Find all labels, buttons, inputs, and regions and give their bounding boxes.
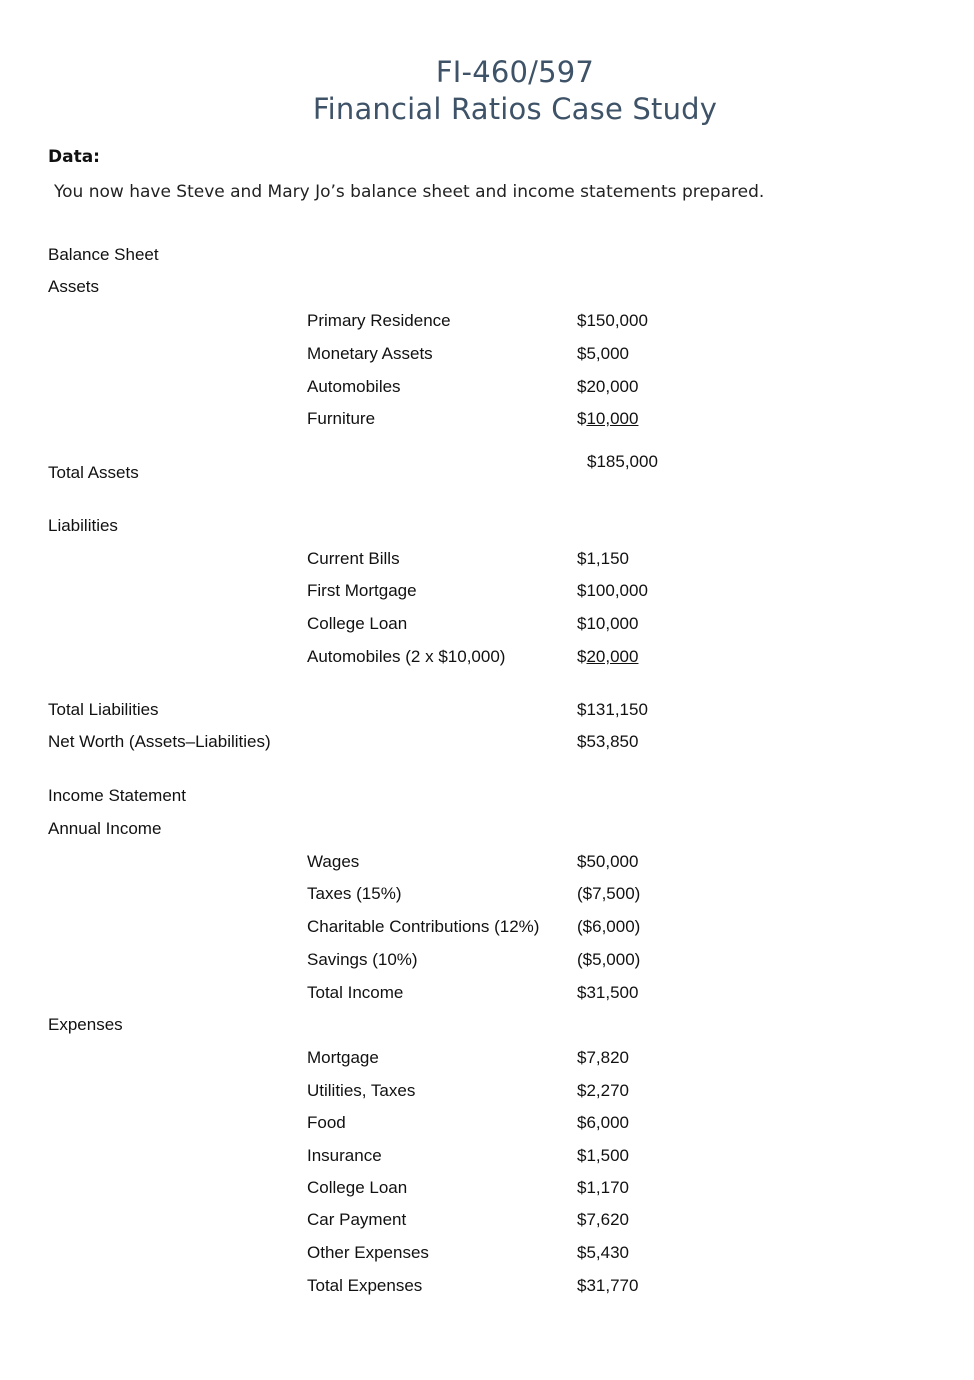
liability-name: College Loan bbox=[307, 614, 408, 633]
income-name: Wages bbox=[307, 852, 360, 871]
underlined-amount: 10,000 bbox=[586, 409, 639, 428]
liabilities-heading: Liabilities bbox=[48, 516, 118, 535]
total-liabilities-label: Total Liabilities bbox=[48, 700, 159, 719]
underlined-amount: 20,000 bbox=[586, 647, 639, 666]
asset-name: Primary Residence bbox=[307, 311, 451, 330]
expense-name: Other Expenses bbox=[307, 1243, 429, 1262]
assets-heading: Assets bbox=[48, 277, 100, 296]
income-value: $50,000 bbox=[577, 852, 639, 871]
liability-name: First Mortgage bbox=[307, 581, 417, 600]
intro-text: You now have Steve and Mary Jo’s balance sheet and income statements prepared. bbox=[54, 182, 765, 202]
page-title: Financial Ratios Case Study bbox=[312, 92, 718, 126]
expense-value: $1,500 bbox=[577, 1146, 629, 1165]
liability-value bbox=[577, 647, 638, 667]
expense-value: $1,170 bbox=[577, 1178, 629, 1197]
net-worth-label: Net Worth (Assets–Liabilities) bbox=[48, 732, 271, 751]
total-income-label: Total Income bbox=[307, 983, 404, 1002]
liability-name: Current Bills bbox=[307, 549, 400, 568]
income-statement-heading: Income Statement bbox=[48, 786, 186, 805]
expense-value: $6,000 bbox=[577, 1113, 629, 1132]
asset-name: Monetary Assets bbox=[307, 344, 433, 363]
income-value: ($7,500) bbox=[577, 884, 641, 903]
asset-name: Automobiles bbox=[307, 377, 401, 396]
currency-symbol: $ bbox=[577, 409, 587, 428]
expense-value: $7,620 bbox=[577, 1210, 629, 1229]
expense-name: Insurance bbox=[307, 1146, 382, 1165]
liability-value: $10,000 bbox=[577, 614, 639, 633]
annual-income-heading: Annual Income bbox=[48, 819, 162, 838]
expense-value: $2,270 bbox=[577, 1081, 629, 1100]
expenses-heading: Expenses bbox=[48, 1015, 123, 1034]
total-assets-value: $185,000 bbox=[587, 452, 658, 471]
expense-name: College Loan bbox=[307, 1178, 408, 1197]
income-name: Charitable Contributions (12%) bbox=[307, 917, 540, 936]
data-heading: Data: bbox=[48, 147, 100, 167]
total-expenses-value: $31,770 bbox=[577, 1276, 639, 1295]
total-income-value: $31,500 bbox=[577, 983, 639, 1002]
liability-name: Automobiles (2 x $10,000) bbox=[307, 647, 506, 666]
income-value: ($6,000) bbox=[577, 917, 641, 936]
total-liabilities-value: $131,150 bbox=[577, 700, 648, 719]
expense-name: Car Payment bbox=[307, 1210, 407, 1229]
liability-value: $1,150 bbox=[577, 549, 629, 568]
income-value: ($5,000) bbox=[577, 950, 641, 969]
total-assets-label: Total Assets bbox=[48, 463, 139, 482]
net-worth-value: $53,850 bbox=[577, 732, 639, 751]
expense-value: $7,820 bbox=[577, 1048, 629, 1067]
asset-value bbox=[577, 409, 638, 429]
course-number: FI-460/597 bbox=[435, 55, 595, 89]
currency-symbol: $ bbox=[577, 647, 587, 666]
balance-sheet-heading: Balance Sheet bbox=[48, 245, 159, 264]
liability-value: $100,000 bbox=[577, 581, 648, 600]
total-expenses-label: Total Expenses bbox=[307, 1276, 423, 1295]
asset-value: $150,000 bbox=[577, 311, 648, 330]
income-name: Taxes (15%) bbox=[307, 884, 402, 903]
expense-value: $5,430 bbox=[577, 1243, 629, 1262]
asset-name: Furniture bbox=[307, 409, 376, 428]
expense-name: Mortgage bbox=[307, 1048, 379, 1067]
asset-value: $20,000 bbox=[577, 377, 639, 396]
income-name: Savings (10%) bbox=[307, 950, 418, 969]
asset-value: $5,000 bbox=[577, 344, 629, 363]
expense-name: Food bbox=[307, 1113, 346, 1132]
expense-name: Utilities, Taxes bbox=[307, 1081, 416, 1100]
